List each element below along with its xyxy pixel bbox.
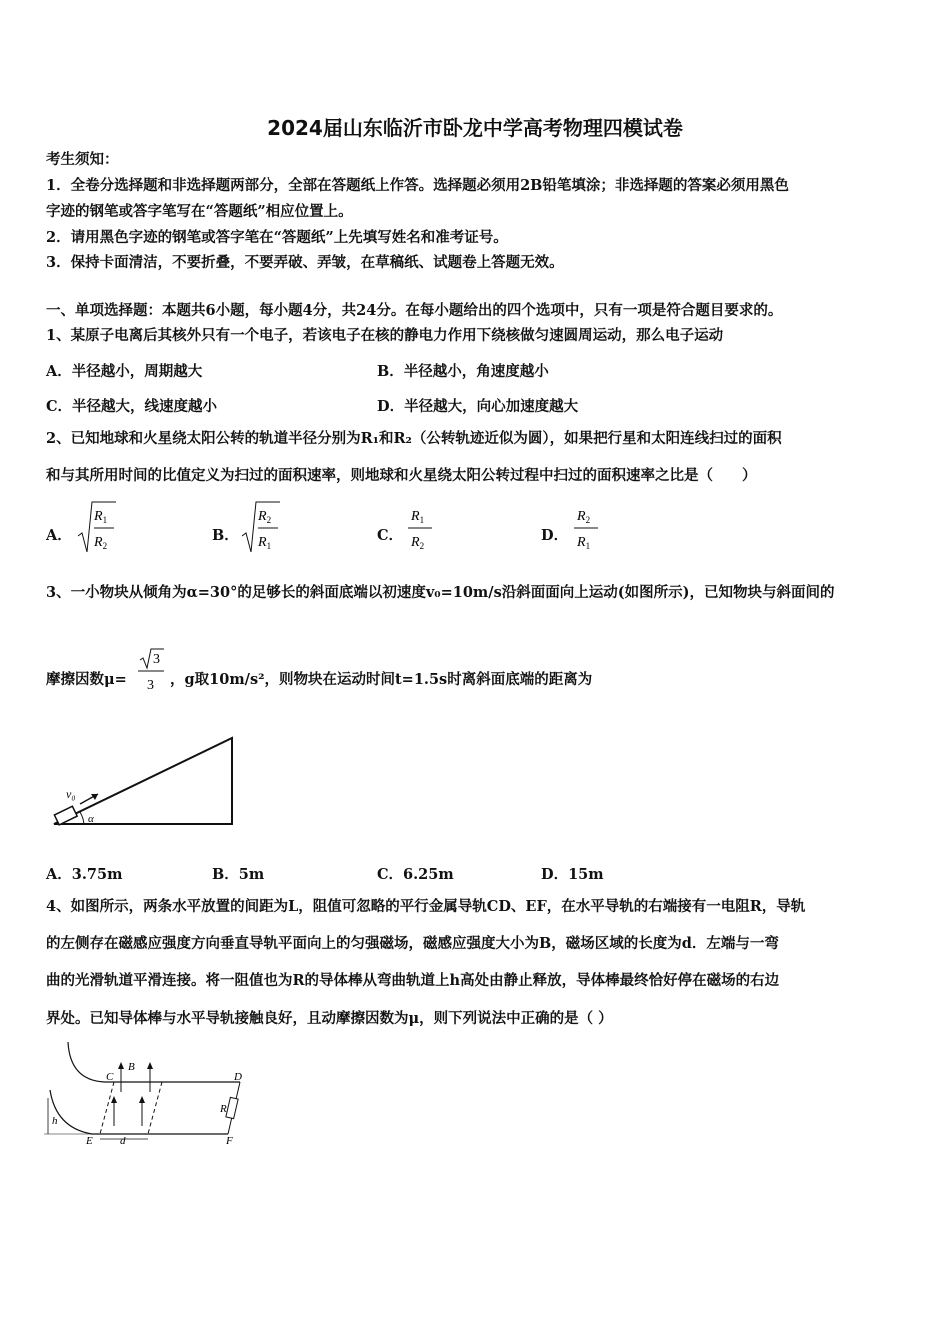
q4-stem-line2: 的左侧存在磁感应强度方向垂直导轨平面向上的匀强磁场，磁感应强度大小为B，磁场区域的长度为d．左端与一弯 (46, 935, 779, 952)
q4-stem-line3: 曲的光滑轨道平滑连接。将一阻值也为R的导体棒从弯曲轨道上h高处由静止释放，导体棒最终恰好停在磁场的右边 (46, 972, 780, 989)
q1-option-c: C．半径越大，线速度越小 (46, 398, 218, 415)
q2-option-b: B． (212, 527, 239, 544)
svg-text:d: d (120, 1135, 126, 1146)
q4-stem-line4: 界处。已知导体棒与水平导轨接触良好，且动摩擦因数为μ，则下列说法中正确的是（ ） (46, 1010, 613, 1027)
svg-text:E: E (86, 1135, 93, 1146)
q2-option-c: C． (377, 527, 404, 544)
q3-stem-line1: 3、一小物块从倾角为α=30°的足够长的斜面底端以初速度v₀=10m/s沿斜面面向上运动(如图所示)，已知物块与斜面间的 (46, 584, 835, 601)
svg-text:3: 3 (153, 652, 160, 667)
svg-text:α: α (88, 813, 94, 825)
svg-text:R1: $R_1$ (577, 535, 591, 551)
incline-figure (44, 730, 244, 834)
q3-option-a: A．3.75m (46, 866, 123, 883)
q1-stem: 1、某原子电离后其核外只有一个电子，若该电子在核的静电力作用下绕核做匀速圆周运动，那么电子运动 (46, 327, 724, 344)
q2-option-d-formula (572, 502, 602, 554)
q3-option-b: B．5m (212, 866, 265, 883)
q2-option-d: D． (541, 527, 569, 544)
svg-text:h: h (52, 1115, 58, 1127)
svg-text:R2: $R_2$ (258, 509, 272, 525)
q2-stem-line2: 和与其所用时间的比值定义为扫过的面积速率，则地球和火星绕太阳公转过程中扫过的面积速率之比是（ ） (46, 467, 757, 484)
notice-item: 字迹的钢笔或答字笔写在“答题纸”相应位置上。 (46, 203, 353, 220)
q3-option-c: C．6.25m (377, 866, 454, 883)
q3-mu-formula (134, 646, 168, 696)
svg-text:F: F (226, 1135, 233, 1146)
svg-text:R1: $R_1$ (258, 535, 272, 551)
q1-option-b: B．半径越小，角速度越小 (377, 363, 549, 380)
page-title: 2024届山东临沂市卧龙中学高考物理四模试卷 (267, 116, 683, 140)
svg-text:R: R (220, 1103, 227, 1115)
section-heading: 一、单项选择题：本题共6小题，每小题4分，共24分。在每小题给出的四个选项中，只有一项是符合题目要求的。 (46, 302, 783, 319)
svg-text:B: B (128, 1061, 135, 1073)
q2-option-b-formula (240, 500, 280, 556)
q4-stem-line1: 4、如图所示，两条水平放置的间距为L，阻值可忽略的平行金属导轨CD、EF，在水平导轨的右端接有一电阻R，导轨 (46, 898, 806, 915)
notice-item: 3．保持卡面清洁，不要折叠，不要弄破、弄皱，在草稿纸、试题卷上答题无效。 (46, 254, 564, 271)
q1-option-a: A．半径越小，周期越大 (46, 363, 203, 380)
q3-stem-rest: ，g取10m/s²，则物块在运动时间t=1.5s时离斜面底端的距离为 (170, 671, 593, 688)
q2-option-a-formula (76, 500, 116, 556)
q3-option-d: D．15m (541, 866, 604, 883)
notice-heading: 考生须知： (46, 151, 119, 168)
q3-stem-mu-label: 摩擦因数μ= (46, 671, 127, 688)
svg-text:3: 3 (147, 678, 154, 693)
q2-option-a: A． (46, 527, 72, 544)
notice-item: 1．全卷分选择题和非选择题两部分，全部在答题纸上作答。选择题必须用2B铅笔填涂；非选择题的答案必须用黑色 (46, 177, 789, 194)
notice-item: 2．请用黑色字迹的钢笔或答字笔在“答题纸”上先填写姓名和准考证号。 (46, 229, 508, 246)
svg-text:C: C (106, 1071, 114, 1083)
q2-stem-line1: 2、已知地球和火星绕太阳公转的轨道半径分别为R₁和R₂（公转轨迹近似为圆），如果把行星和太阳连线扫过的面积 (46, 430, 782, 447)
svg-text:R1: $R_1$ (411, 509, 425, 525)
rails-figure (44, 1040, 259, 1146)
q1-option-d: D．半径越大，向心加速度越大 (377, 398, 579, 415)
svg-text:v₀: v₀ (66, 787, 76, 801)
svg-text:D: D (234, 1071, 242, 1083)
q2-option-c-formula (406, 502, 436, 554)
svg-text:R2: $R_2$ (411, 535, 425, 551)
svg-text:R2: $R_2$ (94, 535, 108, 551)
svg-text:R1: $R_1$ (94, 509, 108, 525)
svg-text:R2: $R_2$ (577, 509, 591, 525)
